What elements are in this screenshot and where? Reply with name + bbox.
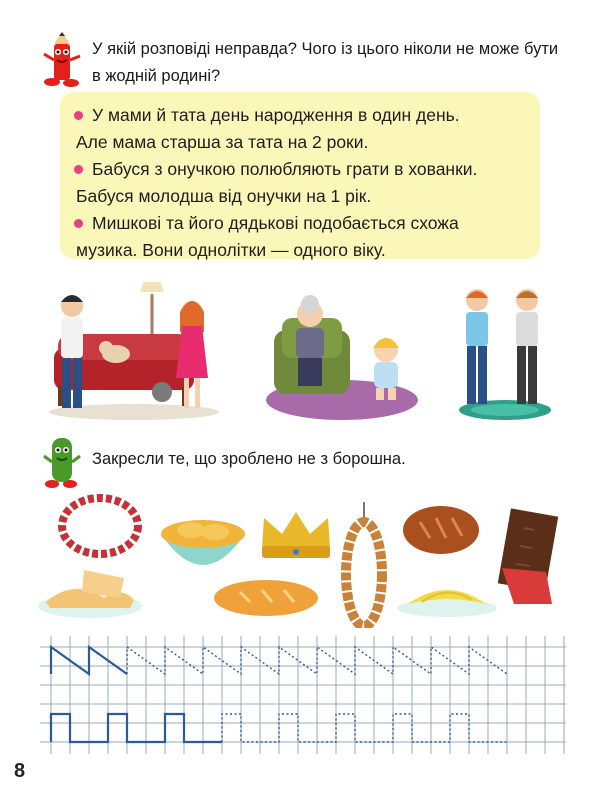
baguette-item[interactable]	[210, 574, 322, 622]
pencil-mascot-icon	[38, 30, 86, 90]
parents-illustration	[44, 282, 224, 422]
task2-instruction: Закресли те, що зроблено не з борошна.	[92, 450, 406, 468]
story-3: Мишкові та його дядькові подобається схожа музика. Вони однолітки — одного віку.	[76, 213, 459, 260]
grandma-illustration	[262, 290, 420, 426]
step-pattern	[51, 714, 507, 742]
cucumber-mascot-icon	[40, 432, 84, 490]
bread-loaf-item[interactable]	[400, 500, 482, 558]
task1-line1: У якій розповіді неправда? Чого із цього ніколи не може бути	[92, 40, 559, 58]
nephew-uncle-illustration	[455, 284, 555, 424]
task1-instruction	[92, 36, 572, 90]
beads-item[interactable]	[54, 490, 146, 562]
story-2: Бабуся з онучкою полюбляють грати в хованки. Бабуся молодша від онучки на 1 рік.	[76, 159, 478, 206]
crown-item[interactable]	[256, 508, 336, 564]
tracing-grid	[40, 636, 568, 756]
chocolate-bar-item[interactable]	[494, 508, 564, 608]
bagels-string-item[interactable]	[338, 500, 390, 628]
stories-box	[60, 92, 540, 259]
bullet-icon	[74, 219, 83, 228]
bullet-icon	[74, 111, 83, 120]
bananas-item[interactable]	[392, 570, 502, 620]
pancakes-item[interactable]	[34, 558, 146, 622]
story-1: У мами й тата день народження в один день. Але мама старша за тата на 2 роки.	[76, 105, 460, 152]
task1-line2: в жодній родині?	[92, 67, 221, 85]
page-number: 8	[14, 760, 26, 782]
bullet-icon	[74, 165, 83, 174]
